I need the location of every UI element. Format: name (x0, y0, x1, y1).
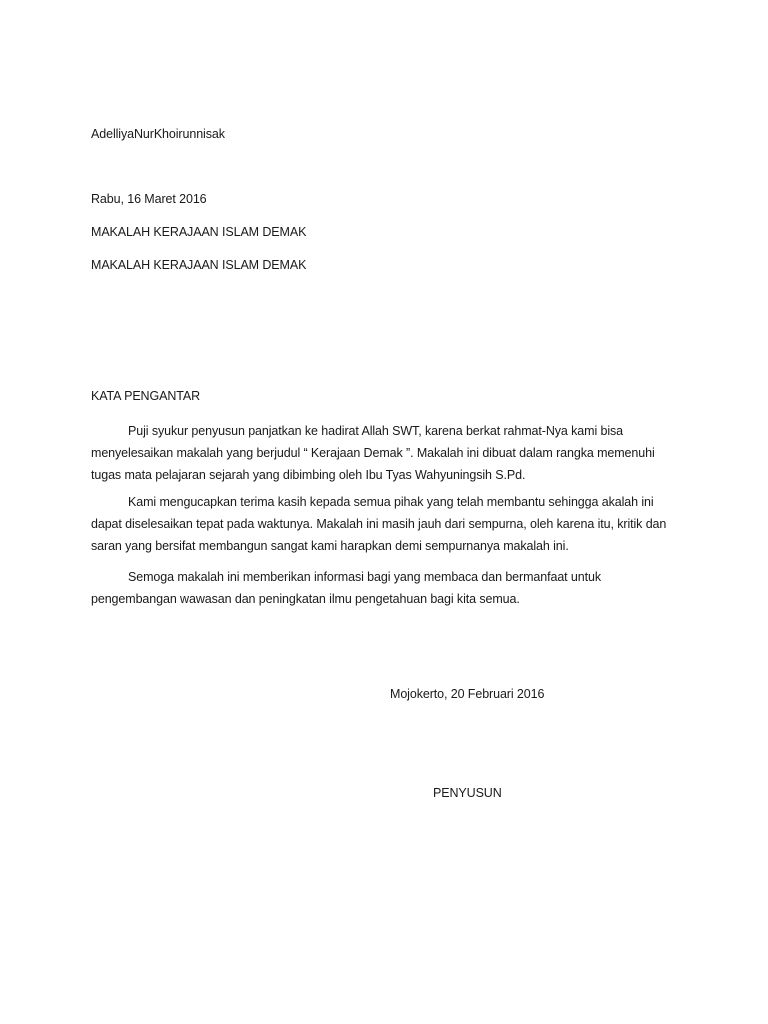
document-title-repeat: MAKALAH KERAJAAN ISLAM DEMAK (91, 258, 307, 272)
document-title: MAKALAH KERAJAAN ISLAM DEMAK (91, 225, 307, 239)
section-heading: KATA PENGANTAR (91, 389, 201, 403)
document-date: Rabu, 16 Maret 2016 (91, 192, 207, 206)
paragraph-3: Semoga makalah ini memberikan informasi bagi yang membaca dan bermanfaat untuk pengembangan wawasan dan peningkatan ilmu pengetahuan bagi kita semua. (91, 570, 602, 606)
paragraph-1: Puji syukur penyusun panjatkan ke hadirat Allah SWT, karena berkat rahmat-Nya kami bisa menyelesaikan makalah yang berjudul “ Kerajaan Demak ”. Makalah ini dibuat dalam rangka memenuhi tugas mata pelajaran sejarah yang dibimbing oleh Ibu Tyas Wahyuningsih S.Pd. (91, 424, 655, 482)
closing-place-date: Mojokerto, 20 Februari 2016 (390, 687, 545, 701)
paragraph-2: Kami mengucapkan terima kasih kepada semua pihak yang telah membantu sehingga akalah ini dapat diselesaikan tepat pada waktunya. Makalah ini masih jauh dari sempurna, oleh karena itu, kritik dan saran yang bersifat membangun sangat kami harapkan demi sempurnanya makalah ini. (91, 495, 667, 553)
closing-signer: PENYUSUN (433, 786, 502, 800)
author-name: AdelliyaNurKhoirunnisak (91, 127, 225, 141)
